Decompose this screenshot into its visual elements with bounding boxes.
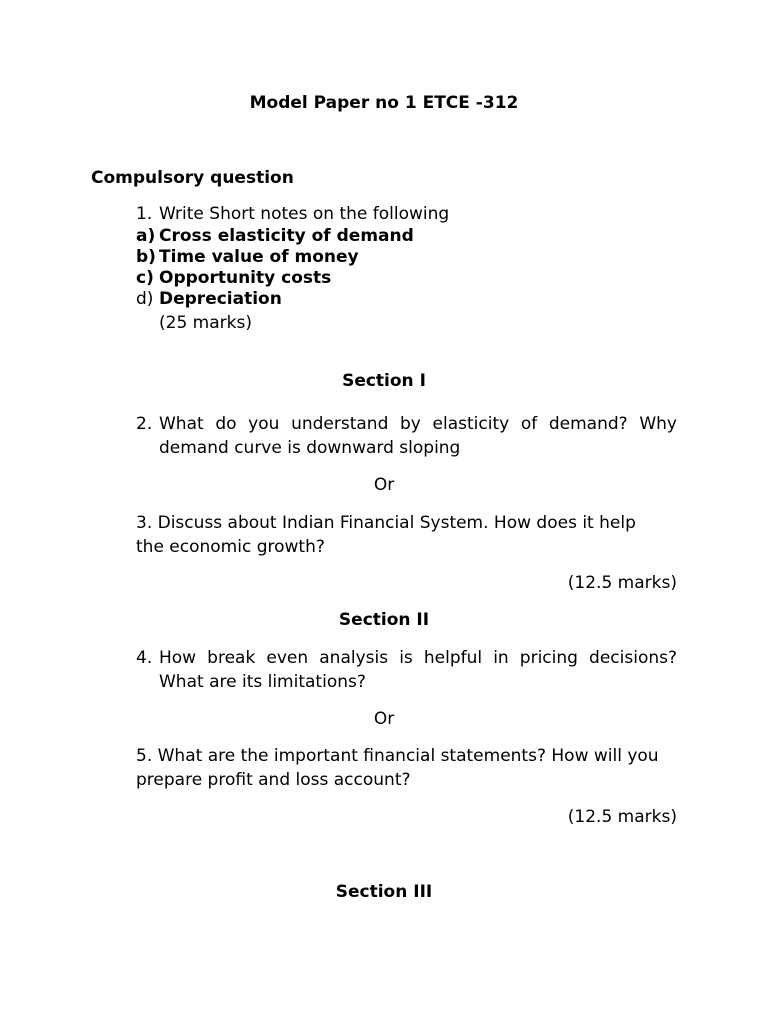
item-letter: a) (136, 226, 156, 246)
section-heading: Section I (342, 371, 426, 391)
section-heading: Section III (335, 882, 433, 902)
question-1 (136, 203, 449, 225)
item-text: Depreciation (159, 289, 282, 309)
question-number: 4. (136, 648, 153, 668)
question-4-line-1: How break even analysis is helpful in pricing decisions? (159, 648, 677, 668)
question-3-line-1: 3. Discuss about Indian Financial System. How does it help (136, 513, 636, 533)
question-number: 1. (136, 204, 153, 224)
marks-label: (12.5 marks) (567, 807, 677, 827)
or-separator: Or (373, 475, 395, 495)
item-text: Cross elasticity of demand (159, 226, 414, 246)
page-title: Model Paper no 1 ETCE -312 (249, 93, 519, 113)
question-5-line-1: 5. What are the important financial statements? How will you (136, 746, 659, 766)
item-text: Time value of money (159, 247, 359, 267)
question-2-line-1: What do you understand by elasticity of demand? Why (159, 414, 677, 434)
question-5-line-2: prepare profit and loss account? (136, 770, 411, 790)
question-3-line-2: the economic growth? (136, 537, 325, 557)
question-2-line-2: demand curve is downward sloping (159, 438, 461, 458)
item-text: Opportunity costs (159, 268, 332, 288)
list-item (136, 288, 282, 310)
item-letter: d) (136, 289, 154, 309)
item-letter: c) (136, 268, 154, 288)
question-text: Write Short notes on the following (159, 204, 450, 224)
marks-label: (25 marks) (159, 313, 252, 333)
list-item (136, 246, 359, 268)
section-heading: Section II (338, 610, 430, 630)
or-separator: Or (373, 709, 395, 729)
question-4-line-2: What are its limitations? (159, 672, 366, 692)
compulsory-heading: Compulsory question (91, 168, 294, 188)
item-letter: b) (136, 247, 156, 267)
question-number: 2. (136, 414, 153, 434)
list-item (136, 267, 331, 289)
marks-label: (12.5 marks) (567, 573, 677, 593)
list-item (136, 225, 414, 247)
